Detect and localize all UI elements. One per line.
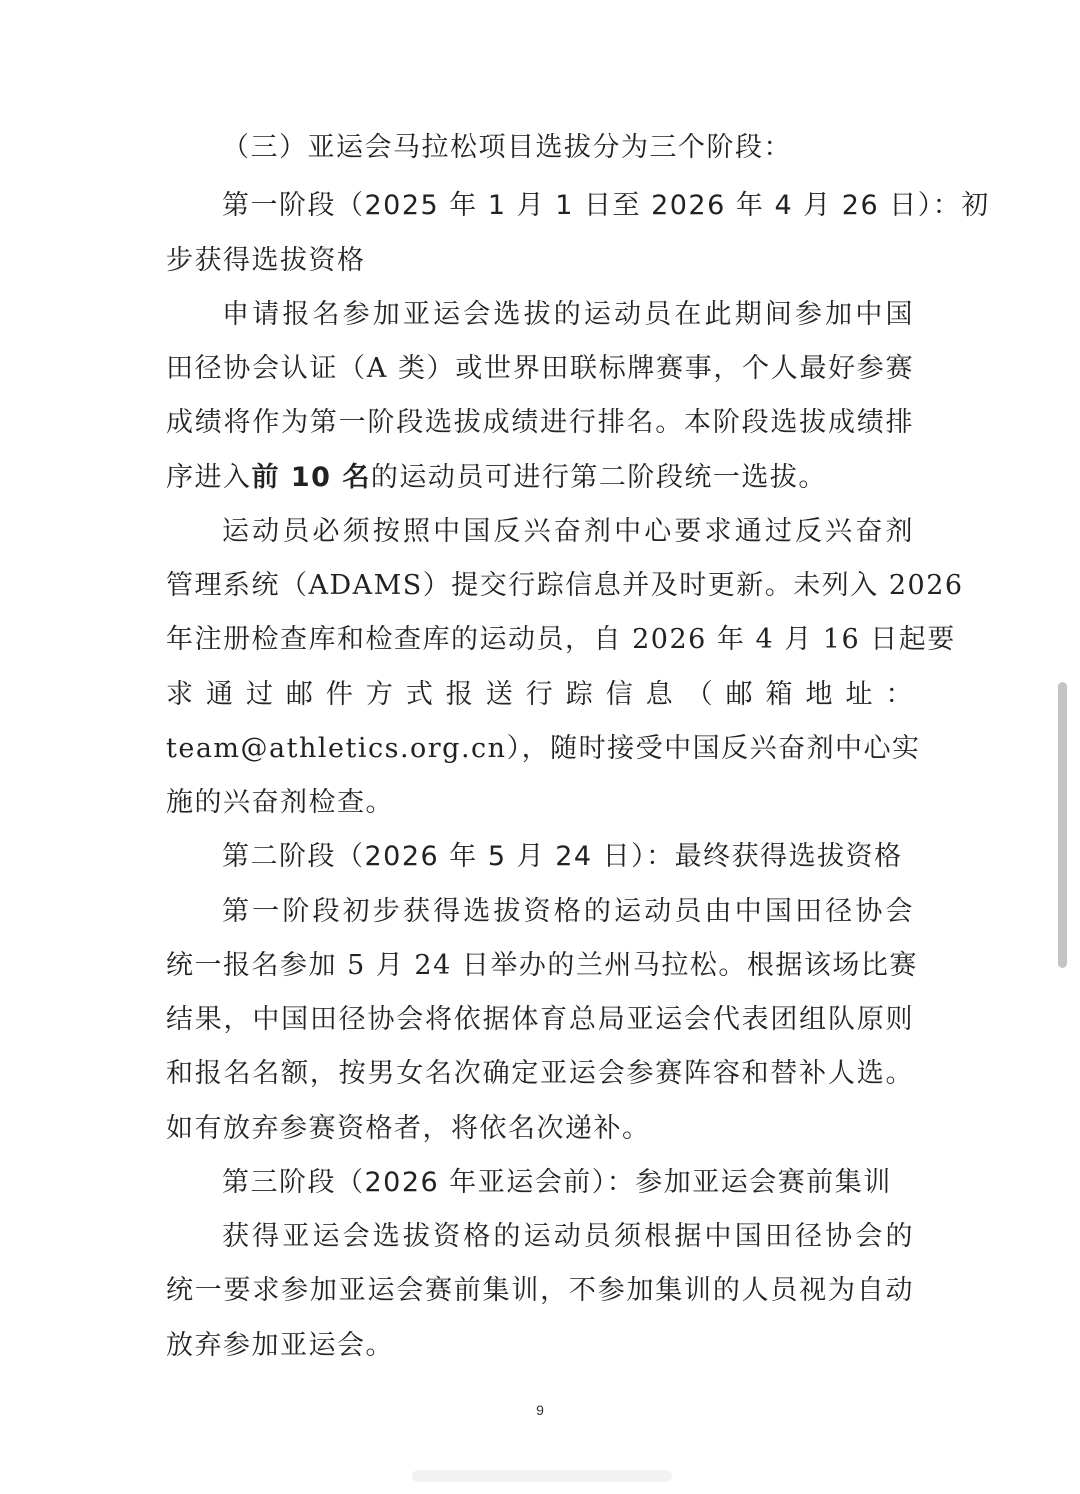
watermark-logo <box>412 1462 672 1488</box>
stage1-para2-line5: team@athletics.org.cn），随时接受中国反兴奋剂中心实 <box>166 733 921 764</box>
stage1-para2-line1: 运动员必须按照中国反兴奋剂中心要求通过反兴奋剂 <box>222 516 914 547</box>
stage1-para1-line4-pre: 序进入 <box>166 462 252 493</box>
stage1-para1-line4 <box>166 458 914 498</box>
stage2-para-line5: 如有放弃参赛资格者，将依名次递补。 <box>166 1113 651 1144</box>
stage1-para2-line3: 年注册检查库和检查库的运动员，自 2026 年 4 月 16 日起要 <box>166 624 956 655</box>
stage1-para1-line2: 田径协会认证（A 类）或世界田联标牌赛事，个人最好参赛 <box>166 353 914 384</box>
stage2-para-line3: 结果，中国田径协会将依据体育总局亚运会代表团组队原则 <box>166 1004 914 1035</box>
stage2-para-line4: 和报名名额，按男女名次确定亚运会参赛阵容和替补人选。 <box>166 1058 914 1089</box>
section-heading: （三）亚运会马拉松项目选拔分为三个阶段： <box>222 132 792 163</box>
stage1-heading-line2: 步获得选拔资格 <box>166 245 366 276</box>
stage2-para-line2: 统一报名参加 5 月 24 日举办的兰州马拉松。根据该场比赛 <box>166 950 918 981</box>
vertical-scrollbar[interactable] <box>1058 682 1067 968</box>
stage3-para-line3: 放弃参加亚运会。 <box>166 1330 394 1361</box>
stage2-para-line1: 第一阶段初步获得选拔资格的运动员由中国田径协会 <box>222 896 914 927</box>
stage1-para2-line4: 求 通 过 邮 件 方 式 报 送 行 踪 信 息 （ 邮 箱 地 址 ： <box>166 679 915 710</box>
stage1-para2-line6: 施的兴奋剂检查。 <box>166 787 394 818</box>
stage1-para2-line2: 管理系统（ADAMS）提交行踪信息并及时更新。未列入 2026 <box>166 570 964 601</box>
stage1-para1-line3: 成绩将作为第一阶段选拔成绩进行排名。本阶段选拔成绩排 <box>166 407 914 438</box>
stage3-para-line1: 获得亚运会选拔资格的运动员须根据中国田径协会的 <box>222 1221 914 1252</box>
stage3-heading: 第三阶段（2026 年亚运会前）：参加亚运会赛前集训 <box>222 1167 892 1198</box>
page-number: 9 <box>536 1402 544 1418</box>
stage1-heading-line1: 第一阶段（2025 年 1 月 1 日至 2026 年 4 月 26 日）：初 <box>222 190 990 221</box>
stage1-top10-emphasis: 前 10 名 <box>251 462 371 493</box>
stage2-heading: 第二阶段（2026 年 5 月 24 日）：最终获得选拔资格 <box>222 841 903 872</box>
stage3-para-line2: 统一要求参加亚运会赛前集训，不参加集训的人员视为自动 <box>166 1275 914 1306</box>
stage1-para1-line4-post: 的运动员可进行第二阶段统一选拔。 <box>370 462 827 493</box>
stage1-para1-line1: 申请报名参加亚运会选拔的运动员在此期间参加中国 <box>222 299 914 330</box>
